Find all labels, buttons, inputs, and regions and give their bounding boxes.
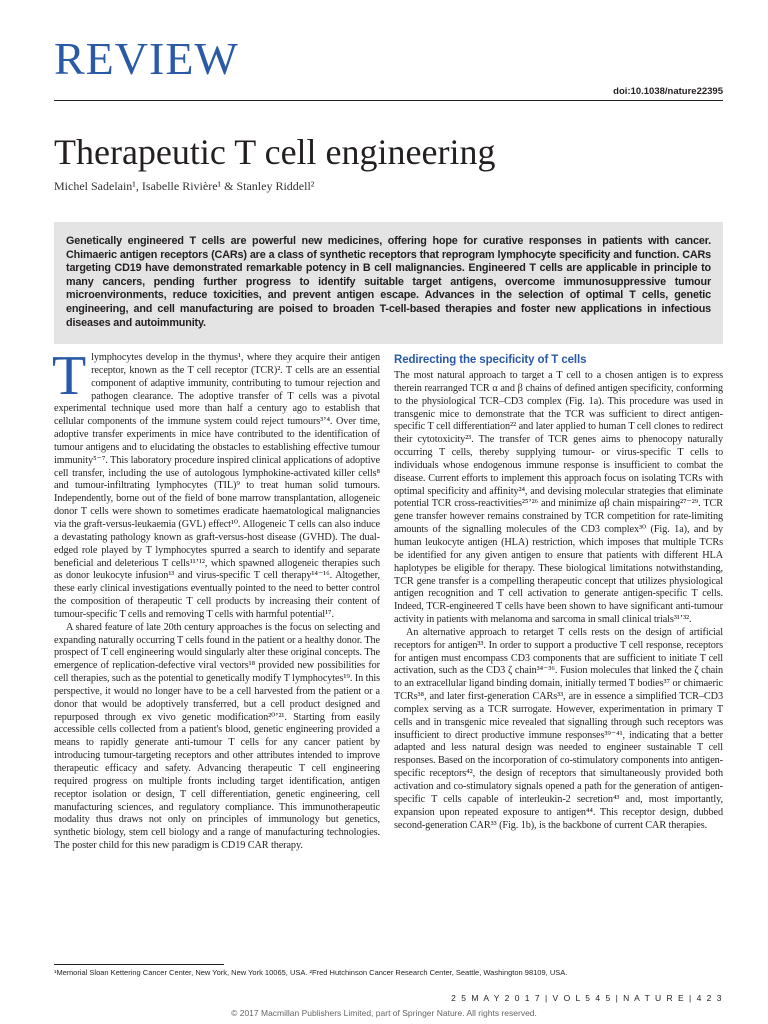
left-column (52, 345, 380, 853)
abstract-text: Genetically engineered T cells are powerful new medicines, offering hope for curative responses in patients with cancer. Chimaeric antigen receptors (CARs) are a class of synthetic receptors that reprogram lymphocyte specificity and function. CARs targeting CD19 have demonstrated remarkable potency in B cell malignancies. Engineered T cells are applicable in principle to many cancers, pending further progress to identify suitable target antigens, overcome immunosuppressive tumour microenvironments, reduce toxicities, and prevent antigen escape. Advances in the selection of optimal T cells, genetic engineering, and cell manufacturing are poised to broaden T-cell-based therapies and foster new applications in infectious diseases and autoimmunity. (66, 235, 711, 329)
right-column (394, 352, 723, 832)
body-paragraph-4: An alternative approach to retarget T cells rests on the design of artificial receptors for antigen³³. In order to support a productive T cell response, receptors for antigen must encompass CD3 components that are sufficient to initiate T cell activation, such as the CD3 ζ chain³⁴⁻³⁶. Fusion molecules that linked the ζ chain to an extracellular ligand binding domain, initially termed T bodies³⁷ or chimaeric TCRs³⁸, and later first-generation CARs³³, are in essence a simplified TCR–CD3 complex serving as a TCR surrogate. However, experimentation in primary T cells and in transgenic mice revealed that signalling through such receptors was insufficient to direct productive immune responses³⁹⁻⁴¹, indicating that a better adapted and less natural design was needed to engineer sustainable T cell responses. Based on the incorporation of co-stimulatory components into antigen-specific receptors⁴², the design of receptors that simultaneously provided both activation and co-stimulatory signals opened a path for the generation of antigen-specific T cells capable of interleukin-2 secretion⁴³ and, most importantly, expansion upon repeated exposure to antigen⁴⁴. This receptor design, dubbed second-generation CAR³³ (Fig. 1b), is the backbone of current CAR therapies. (394, 626, 723, 831)
header-divider (54, 100, 723, 101)
doi-text[interactable]: doi:10.1038/nature22395 (613, 86, 723, 97)
drop-cap: T (52, 345, 87, 407)
body-paragraph-3: The most natural approach to target a T cell to a chosen antigen is to express therein rearranged TCR α and β chains of defined antigen specificity, conforming to the physiological TCR–CD3 complex (Fig. 1a). This procedure was used in transgenic mice to demonstrate that the TCR was sufficient to direct antigen-specific T cell differentiation²² and later applied to human T cell clones to redirect their cytotoxicity²³. The transfer of TCR genes aims to phenocopy naturally occurring T cells, thereby supplying tumour- or virus-specific T cells to individuals whose endogenous immune response is insufficient to combat the disease. Current efforts to implement this approach focus on isolating TCRs with optimal specificity and affinity²⁴, and devising molecular strategies that eliminate potential TCR cross-reactivities²⁵ʼ²⁶ and minimize αβ chain mispairing²⁷⁻²⁹. TCR gene transfer however remains constrained by TCR competition for rate-limiting amounts of the signalling molecules of the CD3 complex³⁰ (Fig. 1a), and by human leukocyte antigen (HLA) restriction, which imposes that multiple TCRs be identified for any given antigen to ensure that patients with different HLA haplotypes be eligible for therapy. These biological limitations notwithstanding, TCR gene transfer is a compelling therapeutic concept that utilizes physiological antigen recognition and T cell activation to generate antigen-specific T cells. Indeed, TCR-engineered T cells have been shown to have significant anti-tumour activity in patients with melanoma and sarcoma in small clinical trials³¹ʼ³². (394, 370, 723, 626)
article-title: Therapeutic T cell engineering (54, 132, 496, 172)
section-heading: Redirecting the specificity of T cells (394, 354, 587, 366)
copyright-notice: © 2017 Macmillan Publishers Limited, part of Springer Nature. All rights reserved. (231, 1008, 537, 1018)
affiliations-footnote: ¹Memorial Sloan Kettering Cancer Center, New York, New York 10065, USA. ²Fred Hutchinson Cancer Research Center, Seattle, Washington 98109, USA. (54, 968, 568, 977)
author-list: Michel Sadelain¹, Isabelle Rivière¹ & Stanley Riddell² (54, 179, 315, 193)
intro-paragraph-text: lymphocytes develop in the thymus¹, where they acquire their antigen receptor, known as the T cell receptor (TCR)². T cells are an essential component of adaptive immunity, contributing to tumour rejection and pathogen clearance. The adoptive transfer of T cells was a pivotal experimental technique used more than half a century ago to establish that cellular components of the immune system could reject tumours³ʼ⁴. Over time, adoptive transfer experiments in mice have contributed to the identification of tumour antigens and to elucidating the obstacles to establishing effective tumour immunity⁵⁻⁷. This laboratory procedure inspired clinical applications of adoptive cell transfer, including the use of autologous lymphokine-activated killer cells⁸ and tumour-infiltrating lymphocytes (TIL)⁹ to treat human solid tumours. Independently, borne out of the field of bone marrow transplantation, allogeneic donor T cells were shown to sometimes eradicate haematological malignancies via the graft-versus-leukaemia (GVL) effect¹⁰. Allogeneic T cells can also induce a devastating pathology known as graft-versus-host disease (GVHD). The dual-edged role played by T lymphocytes spurred a search to identify and separate beneficial and deleterious T cells¹¹ʼ¹², which spawned allogeneic therapies such as donor leukocyte infusion¹³ and virus-specific T cell therapy¹⁴⁻¹⁶. Altogether, these early clinical investigations eventually pointed to the need to better control the composition of therapeutic T cell products by increasing their content of tumour-specific T cells and removing T cells with harmful potential¹⁷. (54, 352, 380, 620)
body-paragraph-2: A shared feature of late 20th century approaches is the focus on selecting and expanding naturally occurring T cells found in the patient or a healthy donor. The prospect of T cell engineering would singularly alter these original concepts. The emergence of replication-defective viral vectors¹⁸ provided new possibilities for cell therapies, such as the potential to genetically modify T lymphocytes¹⁹. In this perspective, it would no longer have to be a cell harvested from the patient or a donor that would be adoptively transferred, but a cell product designed and repurposed through ex vivo genetic modification²⁰ʼ²¹. Starting from easily accessible cells collected from a patient's blood, genetic engineering provided a means to rapidly generate anti-tumour T cells for any cancer patient by introducing tumour-targeting receptors and other attributes intended to improve therapeutic efficacy and safety. Advancing therapeutic T cell engineering required progress on multiple fronts including target identification, antigen receptor isolation or design, T cell differentiation, genetic engineering, cell manufacturing sciences, and regulatory compliance. This immunotherapeutic modality thus draws not only on principles of immunology but genetics, synthetic biology, stem cell biology and a range of manufacturing technologies. The poster child for this new paradigm is CD19 CAR therapy. (54, 621, 380, 852)
journal-footer: 2 5 M A Y 2 0 1 7 | V O L 5 4 5 | N A T U R E | 4 2 3 (451, 993, 723, 1003)
intro-paragraph (52, 345, 380, 622)
abstract-box (54, 222, 723, 344)
section-label: REVIEW (54, 33, 239, 84)
footnote-divider (54, 964, 224, 965)
